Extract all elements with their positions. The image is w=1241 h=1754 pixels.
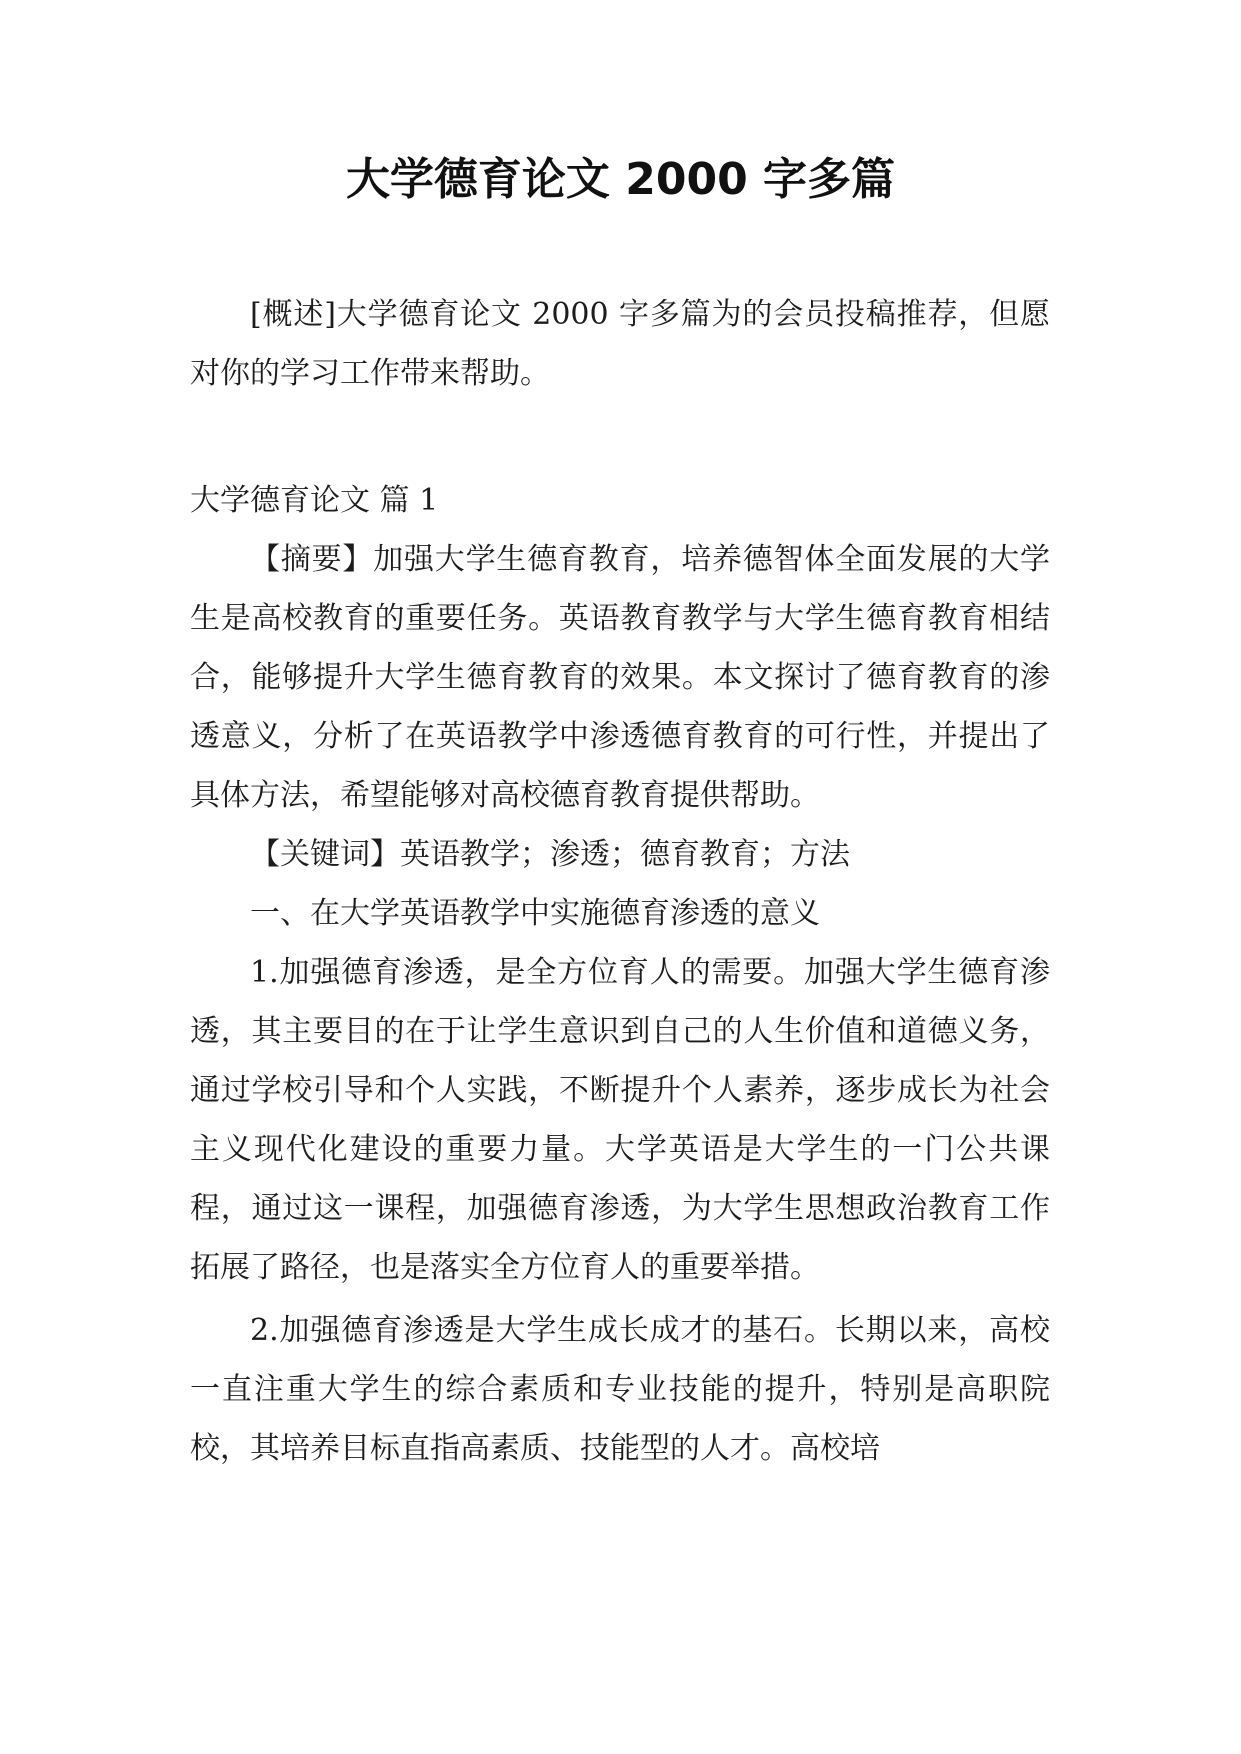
keywords-paragraph: 【关键词】英语教学；渗透；德育教育；方法 [250, 837, 850, 872]
overview-paragraph: [概述]大学德育论文 2000 字多篇为的会员投稿推荐，但愿对你的学习工作带来帮助。 [190, 297, 1050, 391]
document-title: 大学德育论文 2000 字多篇 [345, 154, 896, 205]
point-two-paragraph: 2.加强德育渗透是大学生成长成才的基石。长期以来，高校一直注重大学生的综合素质和专业技能的提升，特别是高职院校，其培养目标直指高素质、技能型的人才。高校培 [190, 1313, 1050, 1466]
document-body [190, 285, 1050, 1478]
part-one-heading: 一、在大学英语教学中实施德育渗透的意义 [250, 896, 820, 931]
section-heading: 大学德育论文 篇 1 [190, 483, 439, 518]
point-one-paragraph: 1.加强德育渗透，是全方位育人的需要。加强大学生德育渗透，其主要目的在于让学生意识到自己的人生价值和道德义务，通过学校引导和个人实践，不断提升个人素养，逐步成长为社会主义现代化建设的重要力量。大学英语是大学生的一门公共课程，通过这一课程，加强德育渗透，为大学生思想政治教育工作拓展了路径，也是落实全方位育人的重要举措。 [190, 955, 1050, 1285]
abstract-paragraph: 【摘要】加强大学生德育教育，培养德智体全面发展的大学生是高校教育的重要任务。英语教育教学与大学生德育教育相结合，能够提升大学生德育教育的效果。本文探讨了德育教育的渗透意义，分析了在英语教学中渗透德育教育的可行性，并提出了具体方法，希望能够对高校德育教育提供帮助。 [190, 542, 1050, 813]
